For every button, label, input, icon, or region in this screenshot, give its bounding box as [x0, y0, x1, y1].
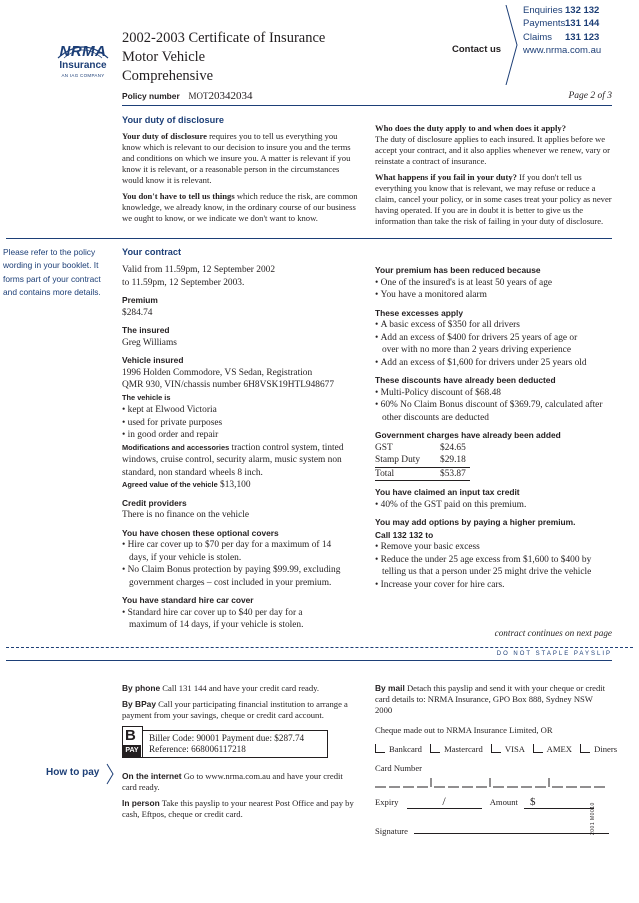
contact-web[interactable]: www.nrma.com.au — [523, 44, 602, 56]
amount-field[interactable]: $ — [524, 797, 594, 809]
standard-hire: You have standard hire car cover • Standard hire car cover up to $40 per day for a maximum of 14 days, if your vehicle is stolen. — [122, 594, 362, 632]
title-line-3: Comprehensive — [122, 68, 214, 84]
side-note: Please refer to the policy wording in your booklet. It forms part of your contract and contains more details. — [3, 247, 101, 297]
duty-rule — [6, 238, 612, 239]
brand-sub: Insurance — [59, 60, 107, 71]
duty-heading: Your duty of disclosure — [122, 115, 224, 125]
validity: Valid from 11.59pm, 12 September 2002 to 11.59pm, 12 September 2003. — [122, 265, 276, 288]
signature-field[interactable] — [414, 825, 609, 834]
card-type-options — [375, 744, 618, 755]
signature-row: Signature — [375, 825, 612, 837]
credit-providers: Credit providers There is no finance on the vehicle — [122, 497, 250, 520]
policy-prefix: MOT — [188, 91, 209, 101]
continues-note: contract continues on next page — [494, 628, 612, 638]
no-staple-note: DO NOT STAPLE PAYSLIP — [496, 651, 612, 657]
title-line-2: Motor Vehicle — [122, 49, 206, 65]
vehicle-insured: Vehicle insured 1996 Holden Commodore, VS Sedan, Registration QMR 930, VIN/chassis number 6H8VSK19HTL948677 The vehicle is • kept at Elwood Victoria • used for private purposes • in good order and repair Modifications and accessories traction control system, tinted windows, cruise control, security alarm, music system non standard, non standard wheels 8 inch. Agreed value of the vehicle $13,100 — [122, 354, 362, 492]
contract-left — [122, 264, 362, 632]
perforation-line — [6, 647, 633, 648]
expiry-field[interactable]: / — [407, 796, 482, 809]
contact-block — [523, 4, 601, 57]
cheque-note: Cheque made out to NRMA Insurance Limited, OR — [375, 725, 553, 735]
vehicle-is-list: • kept at Elwood Victoria • used for private purposes • in good order and repair — [122, 404, 362, 442]
card-amex[interactable]: AMEX — [533, 744, 572, 754]
discounts: These discounts have already been deducted • Multi-Policy discount of $68.48 • 60% No Claim Bonus discount of $369.79, calculated after other discounts are deducted — [375, 374, 612, 424]
page-title — [122, 29, 325, 86]
how-to-pay-chevron-icon — [106, 763, 114, 785]
policy-label: Policy number — [122, 91, 180, 101]
contract-right — [375, 264, 612, 591]
brand-name: NRMA — [59, 43, 107, 60]
policy-value: 20342034 — [208, 90, 253, 102]
pay-in-person: In person Take this payslip to your nearest Post Office and pay by cash, Eftpos, cheque or credit card. — [122, 798, 354, 819]
contact-payments: Payments131 144 — [523, 18, 600, 30]
card-bankcard[interactable]: Bankcard — [375, 744, 422, 754]
government-charges: Government charges have already been added GST $24.65 Stamp Duty $29.18 Total $53.87 — [375, 429, 612, 481]
card-mastercard[interactable]: Mastercard — [430, 744, 483, 754]
how-to-pay-label: How to pay — [46, 767, 100, 778]
add-options: You may add options by paying a higher premium. Call 132 132 to • Remove your basic excess • Reduce the under 25 age excess from $1,600 to $400 by telling us that a person under 25 might drive the vehicle • Increase your cover for hire cars. — [375, 516, 612, 591]
premium-reduced: Your premium has been reduced because • One of the insured's is at least 50 years of age • You have a monitored alarm — [375, 264, 612, 302]
premium: Premium $284.74 — [122, 295, 158, 318]
title-line-1: 2002-2003 Certificate of Insurance — [122, 30, 326, 46]
contact-claims: Claims 131 123 — [523, 31, 600, 43]
contact-bracket-icon — [505, 5, 519, 85]
pay-by-bpay: By BPay Call your participating financial institution to arrange a payment from your savings, cheque or credit card account. — [122, 699, 348, 720]
expiry-amount-row: Expiry / Amount $ — [375, 796, 612, 809]
form-code: 2001 M0010 — [590, 802, 596, 835]
pay-by-phone: By phone Call 131 144 and have your credit card ready. — [122, 683, 320, 693]
optional-covers: You have chosen these optional covers • Hire car cover up to $70 per day for a maximum of 14 days, if your vehicle is stolen. • No Claim Bonus protection by paying $99.99, excluding government charges – cost included in your premium. — [122, 527, 362, 590]
payslip-left — [122, 683, 358, 820]
card-visa[interactable]: VISA — [491, 744, 525, 754]
duty-right-text: Who does the duty apply to and when does it apply? The duty of disclosure applies to each insured. It applies before we accept your contract, and it also applies whenever we renew, vary or reinstate a contract of insurance. What happens if you fail in your duty? If you don't tell us everything you know that is relevant, we may refuse or reduce a claim, cancel your policy, or in some cases treat your policy as never having operated. If you are in doubt it is better to give us the information than take the risk of failing in your duty of disclosure. — [375, 123, 612, 226]
payslip-right — [375, 683, 618, 837]
card-number-field[interactable] — [375, 776, 611, 788]
contact-enquiries: Enquiries 132 132 — [523, 5, 600, 16]
contact-label: Contact us — [452, 44, 502, 55]
nrma-logo — [52, 38, 114, 82]
insured: The insured Greg Williams — [122, 325, 177, 348]
page-indicator: Page 2 of 3 — [568, 91, 612, 101]
payslip-rule — [6, 660, 612, 661]
pay-by-mail: By mail Detach this payslip and send it with your cheque or credit card details to: NRMA Insurance, GPO Box 888, Sydney NSW 2000 — [375, 683, 606, 715]
header-rule — [122, 105, 612, 106]
duty-left-text: Your duty of disclosure requires you to tell us everything you know which is relevant to our decision to insure you and the terms and conditions on which we insure you. A matter is relevant if you know it is relevant, or a reasonable person in the circumstances would know it is relevant. You don't have to tell us things which reduce the risk, are common knowledge, we already know, in the ordinary course of our business we ought to know, or we indicate we don't want to know. — [122, 131, 358, 223]
input-tax-credit: You have claimed an input tax credit • 40% of the GST paid on this premium. — [375, 486, 612, 511]
bpay-logo: B PAY — [122, 726, 143, 758]
bpay-box — [122, 726, 358, 762]
brand-tag: AN IAG COMPANY — [61, 73, 105, 78]
card-diners[interactable]: Diners — [580, 744, 617, 754]
excesses: These excesses apply • A basic excess of $350 for all drivers • Add an excess of $400 for drivers 25 years of age or over with no more than 2 years driving experience • Add an excess of $1,600 for drivers under 25 years old — [375, 307, 612, 370]
contract-heading: Your contract — [122, 247, 182, 257]
policy-number — [122, 89, 252, 103]
bpay-details: Biller Code: 90001 Payment due: $287.74 Reference: 668006117218 — [143, 730, 328, 758]
card-number-label: Card Number — [375, 763, 423, 773]
pay-online: On the internet Go to www.nrma.com.au and have your credit card ready. — [122, 771, 343, 792]
